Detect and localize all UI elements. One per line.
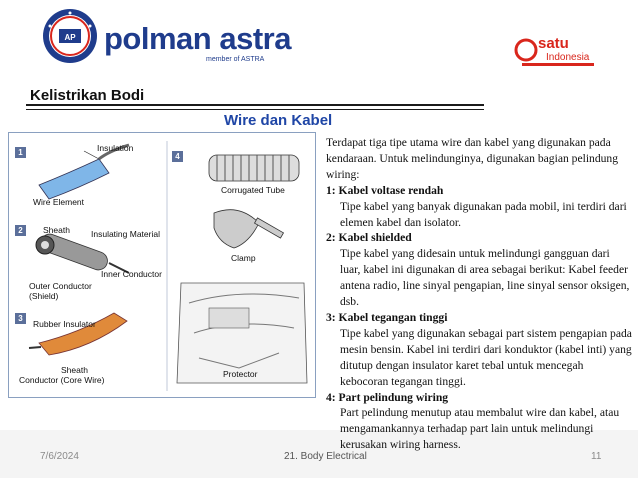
brand-subtitle: member of ASTRA (206, 56, 265, 63)
section-title: Kelistrikan Bodi (30, 87, 145, 104)
satu-indonesia-logo (512, 28, 604, 74)
footer-date: 7/6/2024 (40, 451, 79, 462)
item-text-2: Tipe kabel yang didesain untuk melindungi gangguan dari luar, kabel ini digunakan di area sebagai berikut: Kabel feeder antena radio, line sinyal pengapian, line sinyal sensor oksigen, dsb. (340, 247, 630, 309)
label-corrugated-tube: Corrugated Tube (221, 185, 285, 195)
intro-paragraph: Terdapat tiga tipe utama wire dan kabel yang digunakan pada kendaraan. Untuk melindunginya, digunakan bagian pelindung wiring: (326, 136, 619, 181)
item-heading-4: 4: Part pelindung wiring (326, 390, 449, 404)
brand-polman: polman (104, 21, 212, 56)
body-text (326, 135, 632, 453)
item-heading-3: 3: Kabel tegangan tinggi (326, 310, 448, 324)
label-sheath-ht: Sheath (61, 365, 88, 375)
brand-astra: astra (219, 21, 291, 56)
panel-number-3: 3 (15, 313, 26, 324)
title-divider-thin (26, 109, 484, 110)
polman-emblem-logo (42, 8, 98, 64)
item-text-3: Tipe kabel yang digunakan sebagai part sistem pengapian pada mesin bensin. Kabel ini terdiri dari konduktor (kabel inti) yang ditutup dengan insulator karet tebal untuk mencegah kebocoran tegangan tinggi. (340, 326, 632, 388)
item-heading-2: 2: Kabel shielded (326, 231, 412, 245)
svg-text:AP: AP (64, 33, 76, 42)
item-text-4: Part pelindung menutup atau membalut wire dan kabel, atau mengamankannya terhadap part lain untuk melindungi kerusakan wiring harness. (340, 406, 620, 452)
cable-illustration (9, 133, 315, 397)
footer-page-number: 11 (591, 451, 602, 462)
title-divider (26, 104, 484, 106)
label-conductor-core-wire: Conductor (Core Wire) (19, 375, 105, 385)
item-heading-1: 1: Kabel voltase rendah (326, 183, 444, 197)
footer-title: 21. Body Electrical (284, 451, 367, 462)
label-insulation: Insulation (97, 143, 134, 153)
label-shield: (Shield) (29, 291, 59, 301)
corrugated-tube-drawing (209, 155, 299, 181)
label-sheath: Sheath (43, 225, 70, 235)
label-wire-element: Wire Element (33, 197, 85, 207)
item-text-1: Tipe kabel yang banyak digunakan pada mobil, ini terdiri dari elemen kabel dan isolator. (340, 199, 627, 229)
label-protector: Protector (223, 369, 258, 379)
satu-text: satu (538, 35, 569, 52)
label-rubber-insulator: Rubber Insulator (33, 319, 96, 329)
panel-number-2: 2 (15, 225, 26, 236)
slide-heading: Wire dan Kabel (224, 112, 333, 129)
label-insulating-material: Insulating Material (91, 229, 160, 239)
panel-number-4: 4 (172, 151, 183, 162)
label-inner-conductor: Inner Conductor (101, 269, 162, 279)
satu-sub-text: Indonesia (546, 52, 590, 63)
label-outer-conductor: Outer Conductor (29, 281, 92, 291)
cable-types-figure (8, 132, 316, 398)
brand-wordmark (104, 22, 291, 56)
label-clamp: Clamp (231, 253, 256, 263)
panel-number-1: 1 (15, 147, 26, 158)
